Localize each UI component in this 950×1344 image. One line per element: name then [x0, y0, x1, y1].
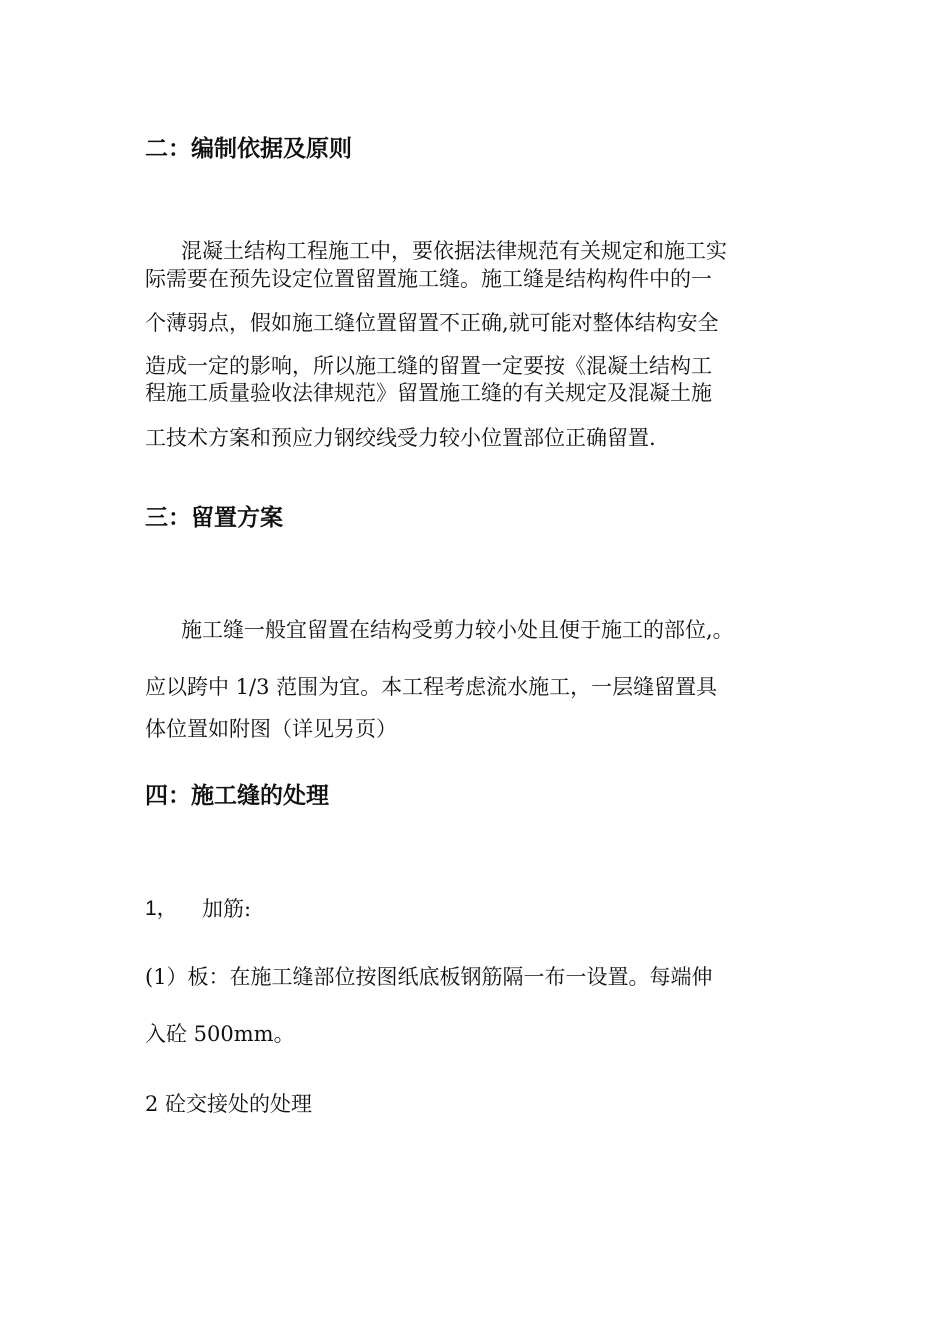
paragraph-line: 程施工质量验收法律规范》留置施工缝的有关规定及混凝土施	[145, 381, 712, 405]
paragraph-line: 混凝土结构工程施工中，要依据法律规范有关规定和施工实	[181, 239, 727, 263]
paragraph-line: 工技术方案和预应力钢绞线受力较小位置部位正确留置.	[145, 426, 656, 450]
paragraph-line: 应以跨中 1/3 范围为宜。本工程考虑流水施工，一层缝留置具	[145, 675, 718, 699]
paragraph-line: 施工缝一般宜留置在结构受剪力较小处且便于施工的部位,。	[181, 618, 734, 642]
section-heading-placement-plan: 三：留置方案	[145, 505, 283, 531]
paragraph-line: 际需要在预先设定位置留置施工缝。施工缝是结构构件中的一	[145, 267, 712, 291]
list-item-number: 1，	[145, 897, 178, 920]
sub-item-line: 入砼 500mm。	[145, 1022, 295, 1046]
list-item-label: 加筋:	[202, 897, 252, 921]
section-heading-basis-principles: 二：编制依据及原则	[145, 136, 352, 162]
paragraph-line: 造成一定的影响，所以施工缝的留置一定要按《混凝土结构工	[145, 354, 712, 378]
paragraph-line: 体位置如附图（详见另页）	[145, 717, 397, 741]
section-heading-joint-treatment: 四：施工缝的处理	[145, 783, 329, 809]
paragraph-line: 个薄弱点，假如施工缝位置留置不正确,就可能对整体结构安全	[145, 311, 719, 335]
list-item-line: 2 砼交接处的处理	[145, 1092, 313, 1116]
sub-item-line: (1）板：在施工缝部位按图纸底板钢筋隔一布一设置。每端伸	[145, 965, 713, 989]
